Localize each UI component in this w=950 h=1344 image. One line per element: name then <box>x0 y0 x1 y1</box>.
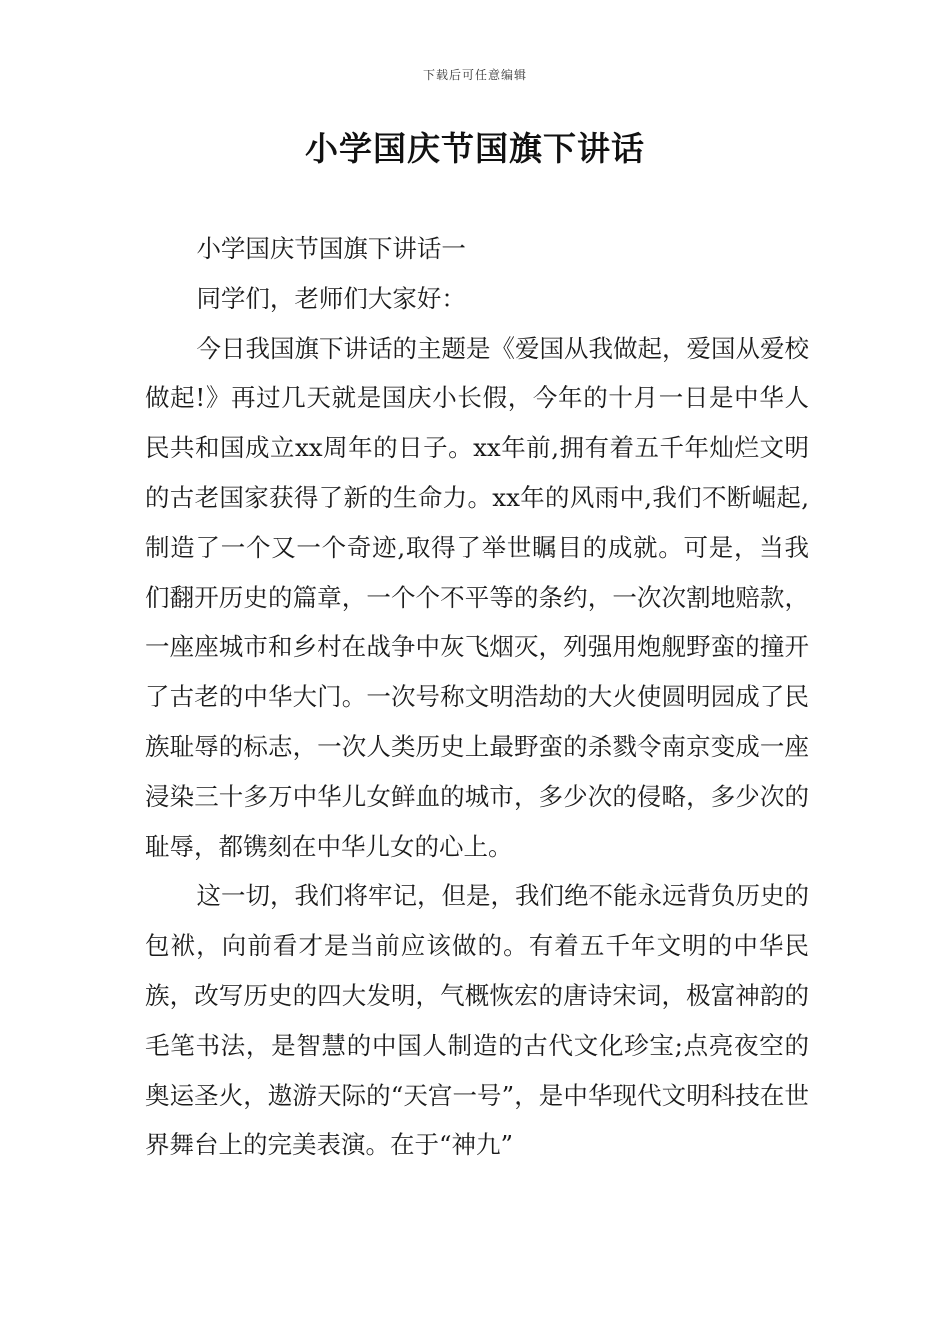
section-heading: 小学国庆节国旗下讲话一 <box>196 234 466 263</box>
document-title: 小学国庆节国旗下讲话 <box>305 129 645 168</box>
header-note: 下载后可任意编辑 <box>422 68 527 82</box>
greeting-paragraph: 同学们，老师们大家好： <box>196 283 466 313</box>
document-body <box>145 224 809 1170</box>
body-paragraph: 这一切，我们将牢记，但是，我们绝不能永远背负历史的包袱，向前看才是当前应该做的。有着五千年文明的中华民族，改写历史的四大发明，气概恢宏的唐诗宋词，极富神韵的毛笔书法，是智慧的中国人制造的古代文化珍宝;点亮夜空的奥运圣火，遨游天际的“天宫一号”，是中华现代文明科技在世界舞台上的完美表演。在于“神九” <box>145 881 809 1160</box>
body-paragraph: 今日我国旗下讲话的主题是《爱国从我做起，爱国从爱校做起!》再过几天就是国庆小长假，今年的十月一日是中华人民共和国成立xx周年的日子。xx年前,拥有着五千年灿烂文明的古老国家获得了新的生命力。xx年的风雨中,我们不断崛起,制造了一个又一个奇迹,取得了举世瞩目的成就。可是，当我们翻开历史的篇章，一个个不平等的条约，一次次割地赔款，一座座城市和乡村在战争中灰飞烟灭，列强用炮舰野蛮的撞开了古老的中华大门。一次号称文明浩劫的大火使圆明园成了民族耻辱的标志，一次人类历史上最野蛮的杀戮令南京变成一座浸染三十多万中华儿女鲜血的城市，多少次的侵略，多少次的耻辱，都镌刻在中华儿女的心上。 <box>145 333 809 861</box>
